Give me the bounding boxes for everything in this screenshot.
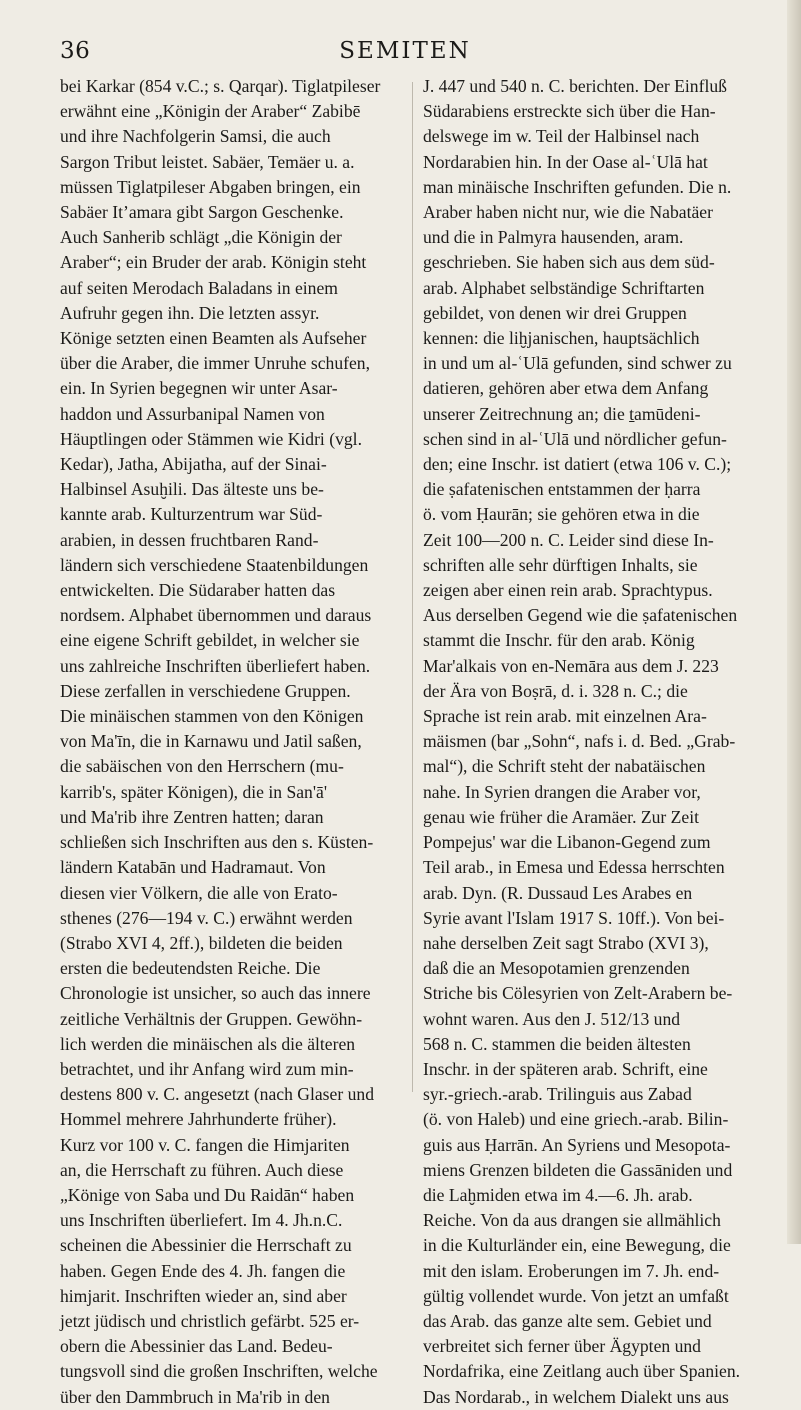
text-line: arab. Alphabet selbständige Schriftarten — [423, 277, 705, 298]
text-line: diesen vier Völkern, die alle von Erato- — [60, 882, 338, 903]
text-line: den; eine Inschr. ist datiert (etwa 106 v. C.); — [423, 454, 732, 475]
text-line: schließen sich Inschriften aus den s. Küsten- — [60, 832, 374, 853]
text-line: müssen Tiglatpileser Abgaben bringen, ein — [60, 176, 361, 197]
text-line: zeigen aber einen rein arab. Sprachtypus. — [423, 580, 713, 601]
text-line: verbreitet sich ferner über Ägypten und — [423, 1336, 701, 1357]
text-line: J. 447 und 540 n. C. berichten. Der Einfluß — [423, 76, 727, 96]
text-line: gebildet, von denen wir drei Gruppen — [423, 302, 687, 323]
text-line: miens Grenzen bildeten die Gassāniden und — [423, 1159, 733, 1180]
text-line: Könige setzten einen Beamten als Aufseher — [60, 328, 367, 349]
text-line: jetzt jüdisch und christlich gefärbt. 525 er- — [60, 1310, 360, 1331]
text-line: (Strabo XVI 4, 2ff.), bildeten die beiden — [60, 932, 343, 953]
text-line: ö. vom Ḥaurān; sie gehören etwa in die — [423, 504, 700, 525]
text-line: Chronologie ist unsicher, so auch das innere — [60, 983, 371, 1004]
text-line: tungsvoll sind die großen Inschriften, welche — [60, 1361, 378, 1382]
text-line: gültig vollendet wurde. Von jetzt an umfaßt — [423, 1285, 729, 1306]
text-line: delswege im w. Teil der Halbinsel nach — [423, 126, 700, 147]
text-line: kannte arab. Kulturzentrum war Süd- — [60, 504, 323, 525]
running-title: SEMITEN — [339, 38, 471, 64]
text-line: unserer Zeitrechnung an; die ṯamūdeni- — [423, 403, 701, 424]
text-line: nahe. In Syrien drangen die Araber vor, — [423, 781, 701, 802]
text-line: haddon und Assurbanipal Namen von — [60, 403, 325, 424]
text-line: datieren, gehören aber etwa dem Anfang — [423, 378, 709, 399]
text-line: in und um al-ʿUlā gefunden, sind schwer zu — [423, 353, 732, 374]
text-line: über die Araber, die immer Unruhe schufen, — [60, 353, 371, 374]
text-line: 568 n. C. stammen die beiden ältesten — [423, 1033, 691, 1054]
text-line: man minäische Inschriften gefunden. Die n. — [423, 176, 732, 197]
text-line: Nordafrika, eine Zeitlang auch über Spanien. — [423, 1361, 741, 1382]
text-line: wohnt waren. Aus den J. 512/13 und — [423, 1008, 681, 1029]
text-line: Nordarabien hin. In der Oase al-ʿUlā hat — [423, 151, 708, 172]
text-line: kennen: die liḫjanischen, hauptsächlich — [423, 328, 700, 349]
text-line: arab. Dyn. (R. Dussaud Les Arabes en — [423, 882, 693, 903]
text-line: eine eigene Schrift gebildet, in welcher sie — [60, 630, 360, 651]
text-line: ländern Katabān und Hadramaut. Von — [60, 857, 326, 878]
text-line: und Ma'rib ihre Zentren hatten; daran — [60, 806, 324, 827]
text-line: sthenes (276—194 v. C.) erwähnt werden — [60, 907, 353, 928]
text-line: Halbinsel Asuḫili. Das älteste uns be- — [60, 479, 324, 500]
text-line: entwickelten. Die Südaraber hatten das — [60, 580, 336, 601]
text-line: und ihre Nachfolgerin Samsi, die auch — [60, 126, 331, 147]
text-line: ersten die bedeutendsten Reiche. Die — [60, 958, 321, 979]
text-line: syr.-griech.-arab. Trilinguis aus Zabad — [423, 1084, 692, 1105]
text-line: Araber“; ein Bruder der arab. Königin steht — [60, 252, 367, 273]
text-line: schen sind in al-ʿUlā und nördlicher gefun- — [423, 428, 727, 449]
text-line: (ö. von Haleb) und eine griech.-arab. Bilin- — [423, 1109, 729, 1130]
text-line: karrib's, später Königen), die in San'ā' — [60, 781, 327, 802]
text-line: Diese zerfallen in verschiedene Gruppen. — [60, 680, 351, 701]
text-line: geschrieben. Sie haben sich aus dem süd- — [423, 252, 715, 273]
text-line: Aufruhr gegen ihn. Die letzten assyr. — [60, 302, 320, 323]
page-header — [60, 38, 750, 68]
text-line: die ṣafatenischen entstammen der ḥarra — [423, 479, 701, 500]
text-line: Das Nordarab., in welchem Dialekt uns aus — [423, 1386, 729, 1407]
text-line: himjarit. Inschriften wieder an, sind aber — [60, 1285, 347, 1306]
text-line: stammt die Inschr. für den arab. König — [423, 630, 695, 651]
text-line: uns zahlreiche Inschriften überliefert haben. — [60, 655, 371, 676]
text-line: obern die Abessinier das Land. Bedeu- — [60, 1336, 333, 1357]
text-line: Sabäer It’amara gibt Sargon Geschenke. — [60, 202, 344, 223]
text-line: Syrie avant l'Islam 1917 S. 10ff.). Von bei- — [423, 907, 725, 928]
text-line: nordsem. Alphabet übernommen und daraus — [60, 605, 372, 626]
text-line: Teil arab., in Emesa und Edessa herrschten — [423, 857, 725, 878]
page-number: 36 — [60, 38, 91, 64]
text-line: mit den islam. Eroberungen im 7. Jh. end- — [423, 1260, 720, 1281]
text-line: die sabäischen von den Herrschern (mu- — [60, 756, 344, 777]
column-divider — [412, 82, 413, 1092]
text-column-right — [423, 74, 753, 1410]
text-line: ein. In Syrien begegnen wir unter Asar- — [60, 378, 338, 399]
text-line: scheinen die Abessinier die Herrschaft zu — [60, 1235, 352, 1256]
text-line: Südarabiens erstreckte sich über die Han- — [423, 101, 716, 122]
text-line: schriften alle sehr dürftigen Inhalts, sie — [423, 554, 698, 575]
text-line: Sprache ist rein arab. mit einzelnen Ara- — [423, 706, 707, 727]
text-line: erwähnt eine „Königin der Araber“ Zabibē — [60, 101, 361, 122]
text-line: destens 800 v. C. angesetzt (nach Glaser und — [60, 1084, 374, 1105]
text-line: genau wie früher die Aramäer. Zur Zeit — [423, 806, 700, 827]
text-line: auf seiten Merodach Baladans in einem — [60, 277, 338, 298]
text-line: daß die an Mesopotamien grenzenden — [423, 958, 690, 979]
text-line: an, die Herrschaft zu führen. Auch diese — [60, 1159, 344, 1180]
text-line: mal“), die Schrift steht der nabatäischen — [423, 756, 706, 777]
text-line: über den Dammbruch in Ma'rib in den — [60, 1386, 330, 1407]
text-line: Hommel mehrere Jahrhunderte früher). — [60, 1109, 337, 1130]
text-line: mäismen (bar „Sohn“, nafs i. d. Bed. „Grab- — [423, 731, 736, 752]
text-line: Häuptlingen oder Stämmen wie Kidri (vgl. — [60, 428, 362, 449]
text-line: Mar'alkais von en-Nemāra aus dem J. 223 — [423, 655, 719, 676]
text-line: Striche bis Cölesyrien von Zelt-Arabern be- — [423, 983, 733, 1004]
text-line: ländern sich verschiedene Staatenbildungen — [60, 554, 369, 575]
text-line: arabien, in dessen fruchtbaren Rand- — [60, 529, 319, 550]
text-line: Pompejus' war die Libanon-Gegend zum — [423, 832, 711, 853]
text-line: Kedar), Jatha, Abijatha, auf der Sinai- — [60, 454, 327, 475]
text-line: die Laḫmiden etwa im 4.—6. Jh. arab. — [423, 1184, 693, 1205]
text-line: Sargon Tribut leistet. Sabäer, Temäer u. a. — [60, 151, 355, 172]
text-line: Reiche. Von da aus drangen sie allmählich — [423, 1210, 721, 1231]
text-line: Araber haben nicht nur, wie die Nabatäer — [423, 202, 713, 223]
text-column-left — [60, 74, 390, 1410]
text-line: Inschr. in der späteren arab. Schrift, eine — [423, 1058, 708, 1079]
text-line: in die Kulturländer ein, eine Bewegung, die — [423, 1235, 731, 1256]
text-line: haben. Gegen Ende des 4. Jh. fangen die — [60, 1260, 346, 1281]
page-spine-shadow — [787, 0, 801, 1244]
text-line: „Könige von Saba und Du Raidān“ haben — [60, 1184, 355, 1205]
text-line: der Ära von Boṣrā, d. i. 328 n. C.; die — [423, 680, 688, 701]
text-line: von Ma'īn, die in Karnawu und Jatil saßen, — [60, 731, 362, 752]
text-line: das Arab. das ganze alte sem. Gebiet und — [423, 1310, 712, 1331]
text-line: Die minäischen stammen von den Königen — [60, 706, 364, 727]
text-line: nahe derselben Zeit sagt Strabo (XVI 3), — [423, 932, 709, 953]
text-line: Aus derselben Gegend wie die ṣafatenischen — [423, 605, 738, 626]
text-line: bei Karkar (854 v.C.; s. Qarqar). Tiglatpileser — [60, 76, 381, 96]
text-line: guis aus Ḥarrān. An Syriens und Mesopota- — [423, 1134, 731, 1155]
text-line: zeitliche Verhältnis der Gruppen. Gewöhn- — [60, 1008, 363, 1029]
text-line: Zeit 100—200 n. C. Leider sind diese In- — [423, 529, 714, 550]
text-line: betrachtet, und ihr Anfang wird zum min- — [60, 1058, 354, 1079]
text-line: und die in Palmyra hausenden, aram. — [423, 227, 684, 248]
text-line: Auch Sanherib schlägt „die Königin der — [60, 227, 342, 248]
text-line: uns Inschriften überliefert. Im 4. Jh.n.C. — [60, 1210, 343, 1231]
text-line: Kurz vor 100 v. C. fangen die Himjariten — [60, 1134, 350, 1155]
text-line: lich werden die minäischen als die älteren — [60, 1033, 356, 1054]
